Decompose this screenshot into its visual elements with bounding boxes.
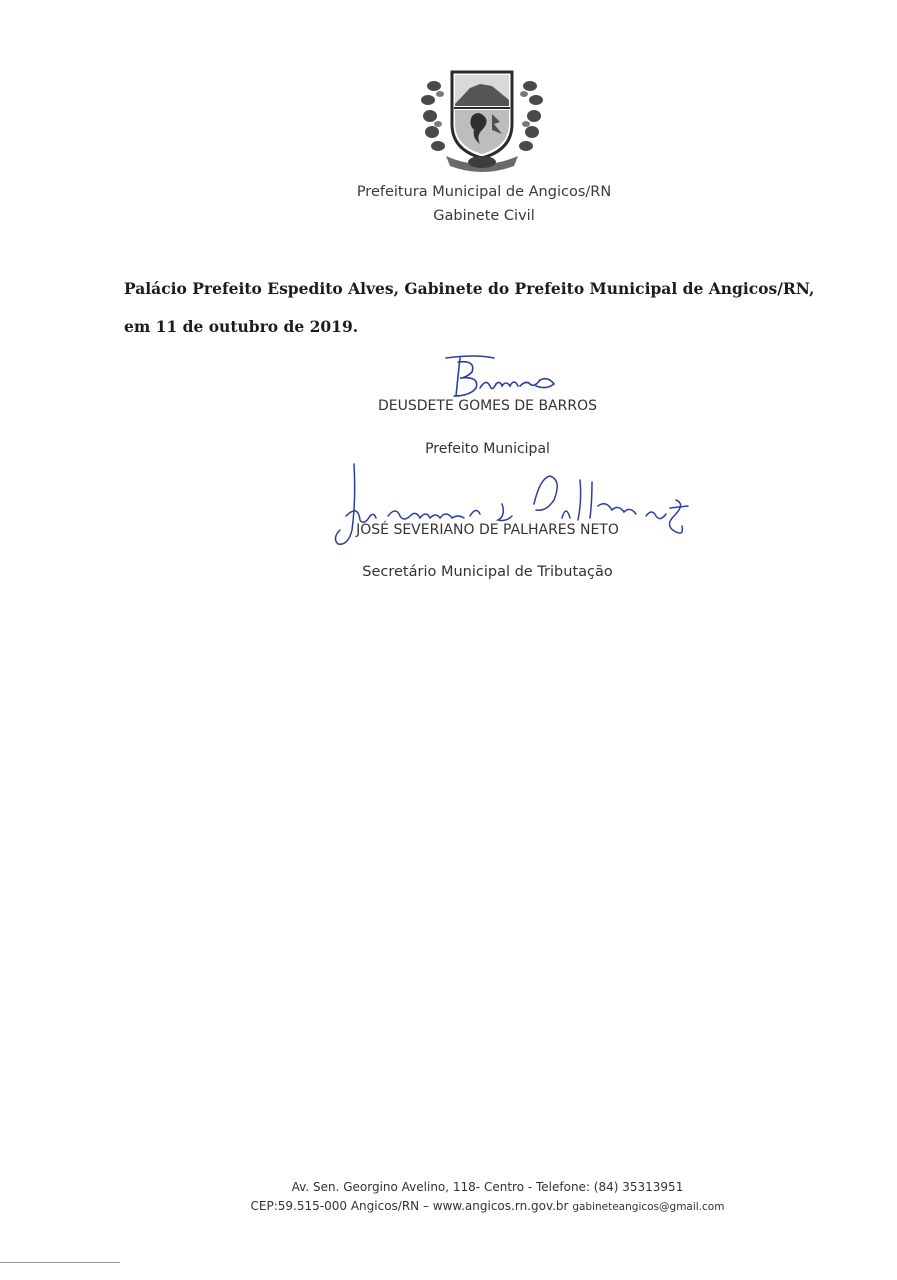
municipal-coat-of-arms [418, 66, 546, 178]
secretary-handwritten-signature [330, 460, 690, 552]
secretary-title: Secretário Municipal de Tributação [362, 564, 613, 580]
mayor-name: DEUSDETE GOMES DE BARROS [378, 398, 597, 414]
org-name: Prefeitura Municipal de Angicos/RN [356, 184, 612, 200]
footer-cep-website: CEP:59.515-000 Angicos/RN – www.angicos.rn.gov.br [250, 1199, 569, 1213]
secretary-name: JOSÉ SEVERIANO DE PALHARES NETO [356, 522, 619, 538]
right-wreath [519, 81, 543, 151]
footer-email: gabineteangicos@gmail.com [572, 1201, 725, 1213]
footer-contact [0, 1199, 897, 1213]
document-body-text: Palácio Prefeito Espedito Alves, Gabinete do Prefeito Municipal de Angicos/RN, em 11 de outubro de 2019. [124, 279, 815, 336]
left-wreath [421, 81, 445, 151]
footer-address: Av. Sen. Georgino Avelino, 118- Centro - Telefone: (84) 35313951 [291, 1180, 684, 1194]
mayor-handwritten-signature [436, 352, 566, 404]
mayor-title: Prefeito Municipal [425, 441, 550, 457]
scan-artifact-line [0, 1262, 120, 1263]
org-department: Gabinete Civil [433, 208, 535, 224]
